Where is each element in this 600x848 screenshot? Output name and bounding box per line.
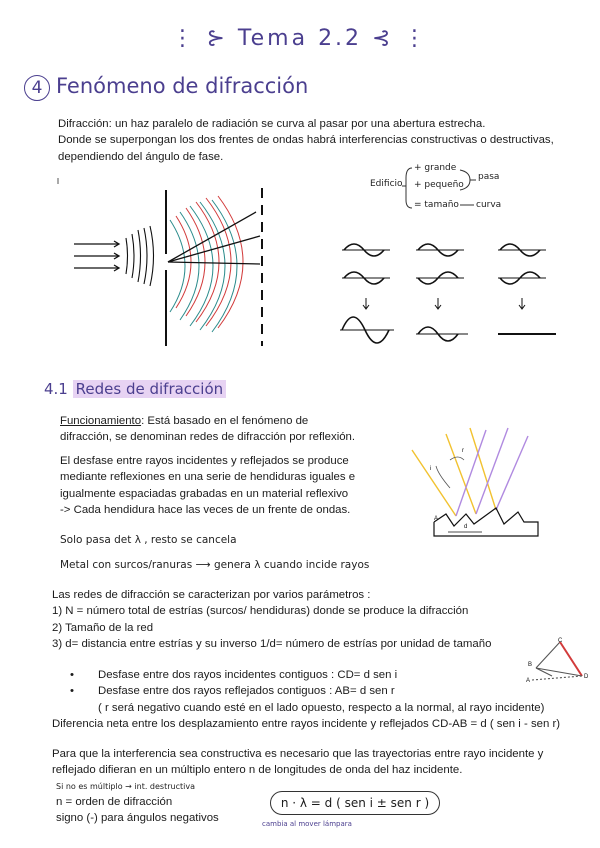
bullet-dot-1: • <box>70 669 74 681</box>
constructiva-paragraph <box>52 746 592 779</box>
triangle-label-c: C <box>558 638 563 644</box>
funcionamiento-label: Funcionamiento <box>60 415 142 427</box>
edificio-tamano: = tamaño <box>414 200 459 210</box>
diffraction-formula: n · λ = d ( sen i ± sen r ) <box>270 791 440 815</box>
desfase-line-2: mediante reflexiones en una serie de hendiduras iguales e <box>60 471 356 484</box>
neta-line: Diferencia neta entre los desplazamiento entre rayos incidente y reflejados CD-AB = d ( sen i - sen r) <box>52 718 561 730</box>
bullet-note: ( r será negativo cuando esté en el lado opuesto, respecto a la normal, al rayo incidente) <box>98 701 545 714</box>
note-multiplo: Si no es múltiplo → int. destructiva <box>56 782 195 791</box>
orden-line: n = orden de difracción <box>56 796 173 808</box>
subsection-heading-text: Redes de difracción <box>73 380 227 398</box>
intro-line-3: dependiendo del ángulo de fase. <box>58 150 224 163</box>
bullet-text-2: Desfase entre dos rayos reflejados contiguos : AB= d sen r <box>98 685 395 698</box>
violet-rays <box>456 428 528 516</box>
bullet-item-1 <box>70 667 570 683</box>
grating-label-d: d <box>464 524 468 530</box>
intro-line-2: Donde se superpongan los dos frentes de ondas habrá interferencias constructivas o destructivas, <box>58 134 554 147</box>
params-intro: Las redes de difracción se caracterizan por varios parámetros : <box>52 589 371 601</box>
title-deco-right: ⊰ ⋮ <box>362 26 429 51</box>
section-heading-text: Fenómeno de difracción <box>56 74 309 98</box>
bullet-dot-2: • <box>70 685 74 698</box>
grating-label-a: A <box>434 516 439 522</box>
subsection-number: 4.1 <box>44 380 68 398</box>
edificio-grande: + grande <box>414 163 457 173</box>
teal-wavefronts <box>170 200 237 332</box>
diffraction-diagram <box>56 176 286 356</box>
desfase-line-4: -> Cada hendidura hace las veces de un frente de ondas. <box>60 503 351 516</box>
section-number: 4 <box>24 75 50 101</box>
desfase-line-3: igualmente espaciadas grabadas en un material reflexivo <box>60 487 349 500</box>
grating-label-i: i <box>430 466 432 472</box>
params-list <box>52 587 522 652</box>
incident-arrows <box>74 241 119 271</box>
plane-waves <box>126 226 154 286</box>
params-item-1: 1) N = número total de estrías (surcos/ hendiduras) donde se produce la difracción <box>52 605 469 618</box>
desfase-line-1: El desfase entre rayos incidentes y reflejados se produce <box>60 455 349 467</box>
title-deco-left: ⋮ ⊱ <box>171 26 238 51</box>
triangle-label-b: B <box>528 662 533 668</box>
funcionamiento-paragraph <box>60 413 390 446</box>
formula-note: cambia al mover lámpara <box>262 820 352 828</box>
yellow-rays <box>412 428 496 516</box>
bullet-text-1: Desfase entre dos rayos incidentes contiguos : CD= d sen i <box>98 669 398 681</box>
constructiva-line-1: Para que la interferencia sea constructiva es necesario que las trayectorias entre rayo incidente y <box>52 748 544 760</box>
funcionamiento-line-2: difracción, se denominan redes de difracción por reflexión. <box>60 431 356 444</box>
intro-line-1: Difracción: un haz paralelo de radiación se curva al pasar por una abertura estrecha. <box>58 118 486 130</box>
params-item-3: 3) d= distancia entre estrías y su inverso 1/d= número de estrías por unidad de tamaño <box>52 637 492 650</box>
triangle-label-a: A <box>526 678 531 684</box>
triangle-label-d: D <box>584 674 589 680</box>
grating-diagram <box>404 424 554 548</box>
signo-line: signo (-) para ángulos negativos <box>56 812 219 824</box>
params-item-2: 2) Tamaño de la red <box>52 621 154 634</box>
diffracted-rays <box>168 212 260 264</box>
edificio-label: Edificio <box>370 179 403 189</box>
subsection-heading <box>44 380 226 398</box>
bullet-item-2 <box>70 683 570 699</box>
title-text: Tema 2.2 <box>237 26 363 51</box>
edificio-pequeno: + pequeño <box>414 180 464 190</box>
funcionamiento-line-1: : Está basado en el fenómeno de <box>141 415 309 427</box>
desfase-paragraph <box>60 453 400 518</box>
constructiva-line-2: reflejado difieran en un múltiplo entero n de longitudes de onda del haz incidente. <box>52 764 463 777</box>
edificio-curva: curva <box>476 200 502 210</box>
edificio-pasa: pasa <box>478 172 500 182</box>
note-solo: Solo pasa det λ , resto se cancela <box>60 534 237 546</box>
grating-label-r: r <box>462 448 464 454</box>
bullet-list <box>70 667 570 716</box>
note-metal: Metal con surcos/ranuras ⟶ genera λ cuando incide rayos <box>60 559 370 571</box>
wave-superposition-diagram <box>338 236 568 366</box>
